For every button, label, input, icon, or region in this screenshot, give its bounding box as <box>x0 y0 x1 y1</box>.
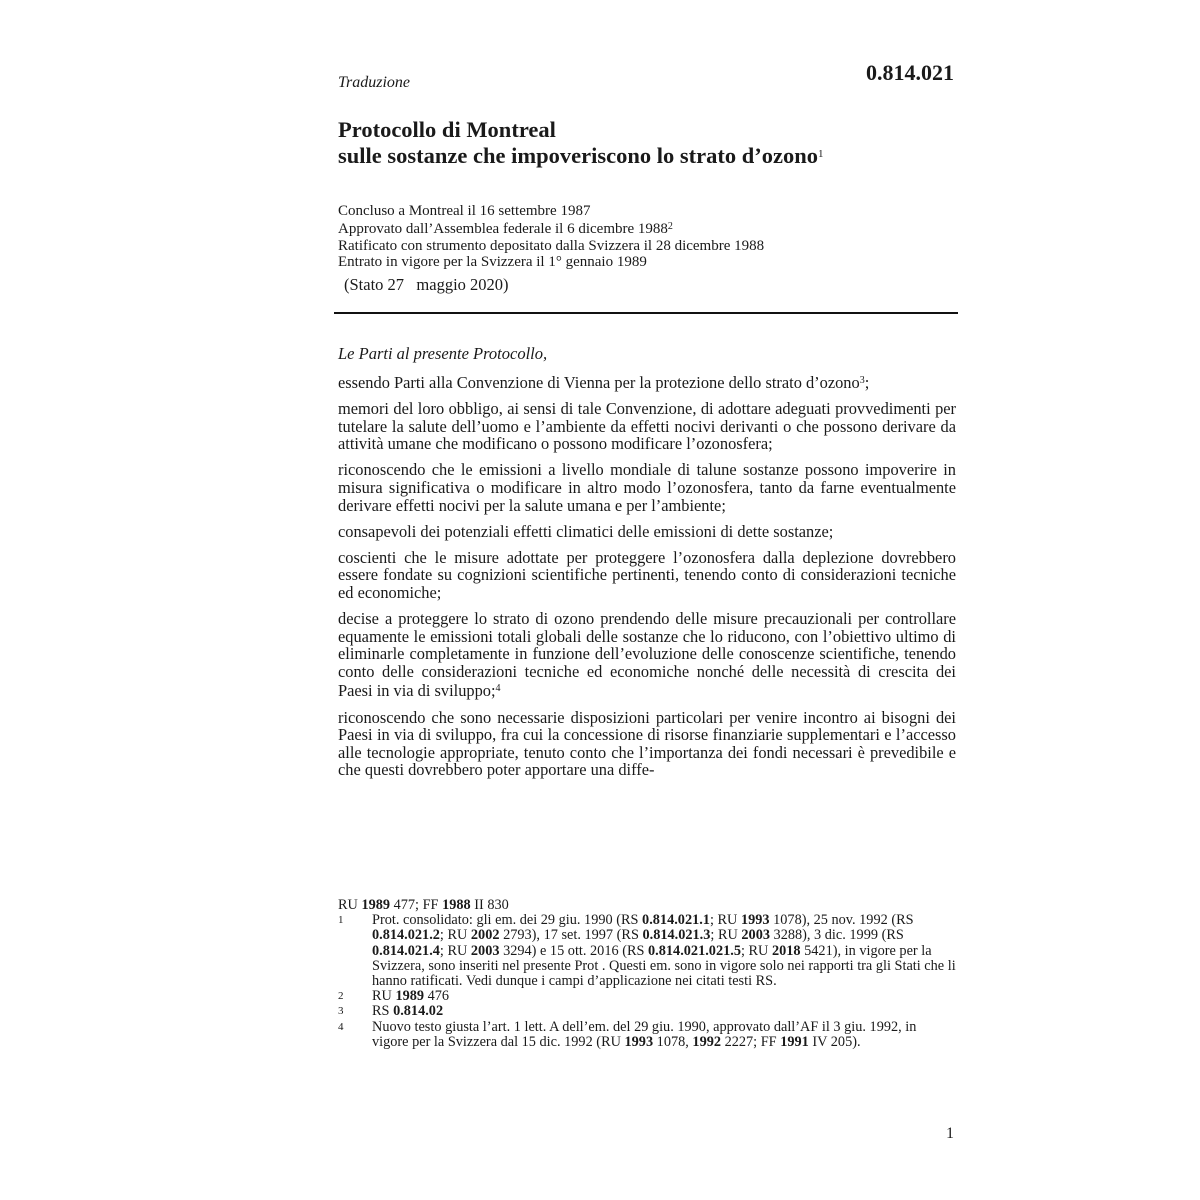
footnote-2 <box>338 989 956 1004</box>
in-force-line: Entrato in vigore per la Svizzera il 1° gennaio 1989 <box>338 254 647 271</box>
note-text: ; RU <box>439 927 471 944</box>
note-bold: 0.814.021.4 <box>372 942 440 959</box>
document-metadata <box>338 203 764 271</box>
note-bold: 1991 <box>780 1033 809 1050</box>
title-line-1: Protocollo di Montreal <box>338 117 556 142</box>
footnote-ref: 4 <box>495 683 501 695</box>
note-bold: 1989 <box>395 988 425 1005</box>
note-bold: 0.814.02 <box>393 1003 444 1020</box>
footnote-4 <box>338 1020 956 1050</box>
note-bold: 2002 <box>470 927 500 944</box>
note-text: 477; FF <box>390 897 443 913</box>
note-text: 1078), 25 nov. 1992 (RS <box>769 912 914 929</box>
note-text: 476 <box>424 988 450 1005</box>
paragraph-text: ; <box>864 373 870 392</box>
preamble-paragraph: memori del loro obbligo, ai sensi di tale Convenzione, di adottare adeguati provvedimenti per tutelare la salute dell’uomo e l’ambiente da effetti nocivi derivanti o che possono derivare da attività umane che modificano o possono modificare l’ozonosfera; <box>338 399 956 454</box>
paragraph-text: essendo Parti alla Convenzione di Vienna per la protezione dello strato d’ozono <box>338 373 860 392</box>
preamble-paragraph: consapevoli dei potenziali effetti climatici delle emissioni di dette sostanze; <box>338 521 834 541</box>
note-bold: 1992 <box>692 1033 722 1050</box>
ratified-line: Ratificato con strumento depositato dalla Svizzera il 28 dicembre 1988 <box>338 237 765 254</box>
page-number: 1 <box>946 1125 954 1142</box>
note-text: ; RU <box>710 927 742 944</box>
document-number: 0.814.021 <box>866 60 954 85</box>
approved-line <box>338 219 764 237</box>
preamble-paragraph: coscienti che le misure adottate per proteggere l’ozonosfera dalla deplezione dovrebbero essere fondate su cognizioni scientifiche pertinenti, tenendo conto di considerazioni tecniche ed economiche; <box>338 547 956 602</box>
note-bold: 2003 <box>470 942 500 959</box>
title-line-2-text: sulle sostanze che impoveriscono lo strato d’ozono <box>338 143 818 168</box>
footnote-1 <box>338 913 956 989</box>
note-text: 2793), 17 set. 1997 (RS <box>499 927 643 944</box>
preamble-intro: Le Parti al presente Protocollo, <box>338 344 548 363</box>
note-text: 1078, <box>653 1033 693 1050</box>
note-bold: 1988 <box>442 897 471 913</box>
approved-text: Approvato dall’Assemblea federale il 6 dicembre 1988 <box>338 221 668 238</box>
note-bold: 2003 <box>741 927 770 944</box>
note-text: II 830 <box>470 897 509 913</box>
note-text: ; RU <box>740 942 772 959</box>
footnote-text <box>372 1004 956 1019</box>
note-bold: 0.814.021.1 <box>642 912 710 929</box>
footnote-3 <box>338 1004 956 1019</box>
preamble-paragraph: riconoscendo che sono necessarie disposizioni particolari per venire incontro ai bisogni dei Paesi in via di sviluppo, fra cui la concessione di risorse finanziarie supplementari e l’accesso alle tecnologie appropriate, tenuto conto che l’importanza dei fondi necessari è prevedibile e che questi dovrebbero poter apportare una diffe- <box>338 707 956 780</box>
document-title <box>338 118 823 168</box>
note-text: 5421), in vigore per la Svizzera, sono inseriti nel presente Prot . Questi em. sono in vigore solo nei rapporti tra gli Stati che li hanno ratificati. Vedi dunque i campi d’applicazione nei citati testi RS. <box>372 942 956 990</box>
note-text: 2227; FF <box>721 1033 781 1050</box>
note-text: IV 205). <box>808 1033 861 1050</box>
note-text: RU <box>372 988 396 1005</box>
note-text: Nuovo testo giusta l’art. 1 lett. A dell’em. del 29 giu. 1990, approvato dall’AF il 3 giu. 1992, in vigore per la Svizzera dal 15 dic. 1992 (RU <box>372 1018 917 1050</box>
source-note <box>338 898 956 913</box>
note-text: ; RU <box>709 912 741 929</box>
note-text: RU <box>338 897 362 913</box>
footnote-ref: 1 <box>817 148 824 160</box>
footnote-text <box>372 913 956 989</box>
footnote-text <box>372 1020 956 1050</box>
footnote-text <box>372 989 956 1004</box>
preamble-paragraph <box>338 372 956 392</box>
note-bold: 0.814.021.2 <box>372 927 440 944</box>
paragraph-text: decise a proteggere lo strato di ozono prendendo delle misure precauzionali per controllare equamente le emissioni totali globali delle sostanze che lo riducono, con l’obiettivo ultimo di eliminarle completamente in funzione dell’evoluzione delle conoscenze scientifiche, tenendo conto delle considerazioni tecniche ed economiche nonché delle necessità di crescita dei Paesi in via di sviluppo; <box>338 609 956 701</box>
footnote-number: 2 <box>338 990 344 1003</box>
note-bold: 0.814.021.021.5 <box>648 942 741 959</box>
preamble-body <box>338 372 956 787</box>
note-text: 3288), 3 dic. 1999 (RS <box>769 927 904 944</box>
note-bold: 2018 <box>771 942 801 959</box>
footnote-ref: 3 <box>859 375 865 386</box>
note-bold: 1989 <box>361 897 391 913</box>
note-text: ; RU <box>439 942 471 959</box>
document-label: Traduzione <box>338 74 411 91</box>
note-text: 3294) e 15 ott. 2016 (RS <box>499 942 649 959</box>
footnote-number: 4 <box>338 1020 344 1033</box>
footnotes <box>338 898 956 1050</box>
preamble-paragraph <box>338 610 956 700</box>
note-bold: 1993 <box>624 1033 654 1050</box>
footnote-ref: 2 <box>667 221 673 233</box>
header-divider <box>334 312 958 314</box>
footnote-number: 1 <box>338 914 344 927</box>
note-text: RS <box>372 1003 394 1020</box>
footnote-number: 3 <box>338 1005 344 1018</box>
note-bold: 1993 <box>740 912 770 929</box>
note-bold: 0.814.021.3 <box>642 927 711 944</box>
concluded-line: Concluso a Montreal il 16 settembre 1987 <box>338 203 591 219</box>
preamble-paragraph: riconoscendo che le emissioni a livello mondiale di talune sostanze possono impoverire in misura significativa o modificare in altro modo l’ozonosfera, tanto da farne eventualmente derivare effetti nocivi per la salute umana e per l’ambiente; <box>338 460 956 515</box>
note-text: Prot. consolidato: gli em. dei 29 giu. 1990 (RS <box>372 912 643 929</box>
title-line-2 <box>338 142 823 168</box>
state-date: (Stato 27 maggio 2020) <box>344 275 509 294</box>
